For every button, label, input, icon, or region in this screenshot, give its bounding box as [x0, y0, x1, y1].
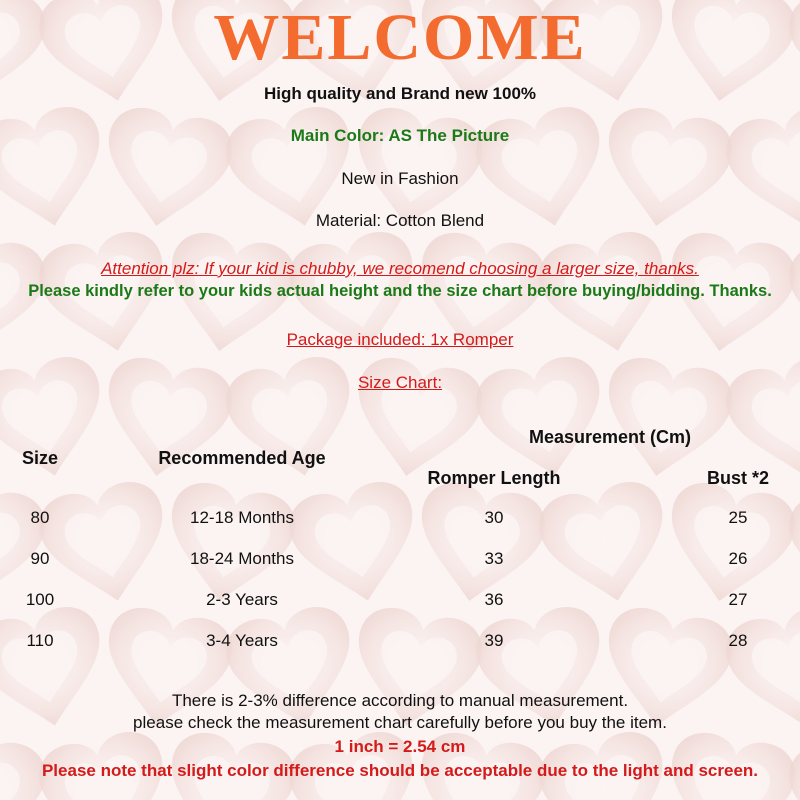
size-chart-label: Size Chart:: [357, 373, 443, 392]
cell-size: 110: [26, 631, 54, 650]
check-chart-note: please check the measurement chart carefully before you buy the item.: [133, 713, 667, 732]
welcome-title: WELCOME: [213, 1, 587, 74]
material-line: Material: Cotton Blend: [315, 211, 485, 230]
measurement-difference-note: There is 2-3% difference according to manual measurement.: [171, 691, 629, 710]
cell-size: 100: [25, 590, 55, 609]
attention-notice: Attention plz: If your kid is chubby, we recomend choosing a larger size, thanks.: [101, 259, 699, 278]
cell-length: 33: [484, 549, 504, 568]
header-size: Size: [22, 448, 59, 468]
package-included: Package included: 1x Romper: [286, 330, 514, 349]
main-color-line: Main Color: AS The Picture: [290, 126, 510, 145]
cell-length: 39: [484, 631, 504, 650]
cell-size: 90: [30, 549, 50, 568]
quality-line: High quality and Brand new 100%: [263, 84, 537, 103]
cell-bust: 27: [728, 590, 748, 609]
fashion-line: New in Fashion: [341, 169, 459, 188]
cell-size: 80: [30, 508, 50, 527]
cell-age: 18-24 Months: [190, 549, 294, 568]
cell-bust: 26: [728, 549, 748, 568]
header-romper-length: Romper Length: [427, 468, 561, 488]
header-measurement: Measurement (Cm): [528, 427, 692, 447]
color-difference-note: Please note that slight color difference should be acceptable due to the light and screen.: [41, 761, 759, 780]
cell-bust: 28: [728, 631, 748, 650]
cell-age: 3-4 Years: [206, 631, 278, 650]
header-bust: Bust *2: [706, 468, 770, 488]
cell-age: 12-18 Months: [190, 508, 294, 527]
cell-age: 2-3 Years: [206, 590, 278, 609]
inch-conversion: 1 inch = 2.54 cm: [334, 737, 466, 756]
cell-length: 36: [484, 590, 504, 609]
cell-length: 30: [484, 508, 504, 527]
refer-notice: Please kindly refer to your kids actual height and the size chart before buying/bidding. Thanks.: [28, 282, 772, 300]
cell-bust: 25: [728, 508, 748, 527]
header-recommended-age: Recommended Age: [158, 448, 326, 468]
